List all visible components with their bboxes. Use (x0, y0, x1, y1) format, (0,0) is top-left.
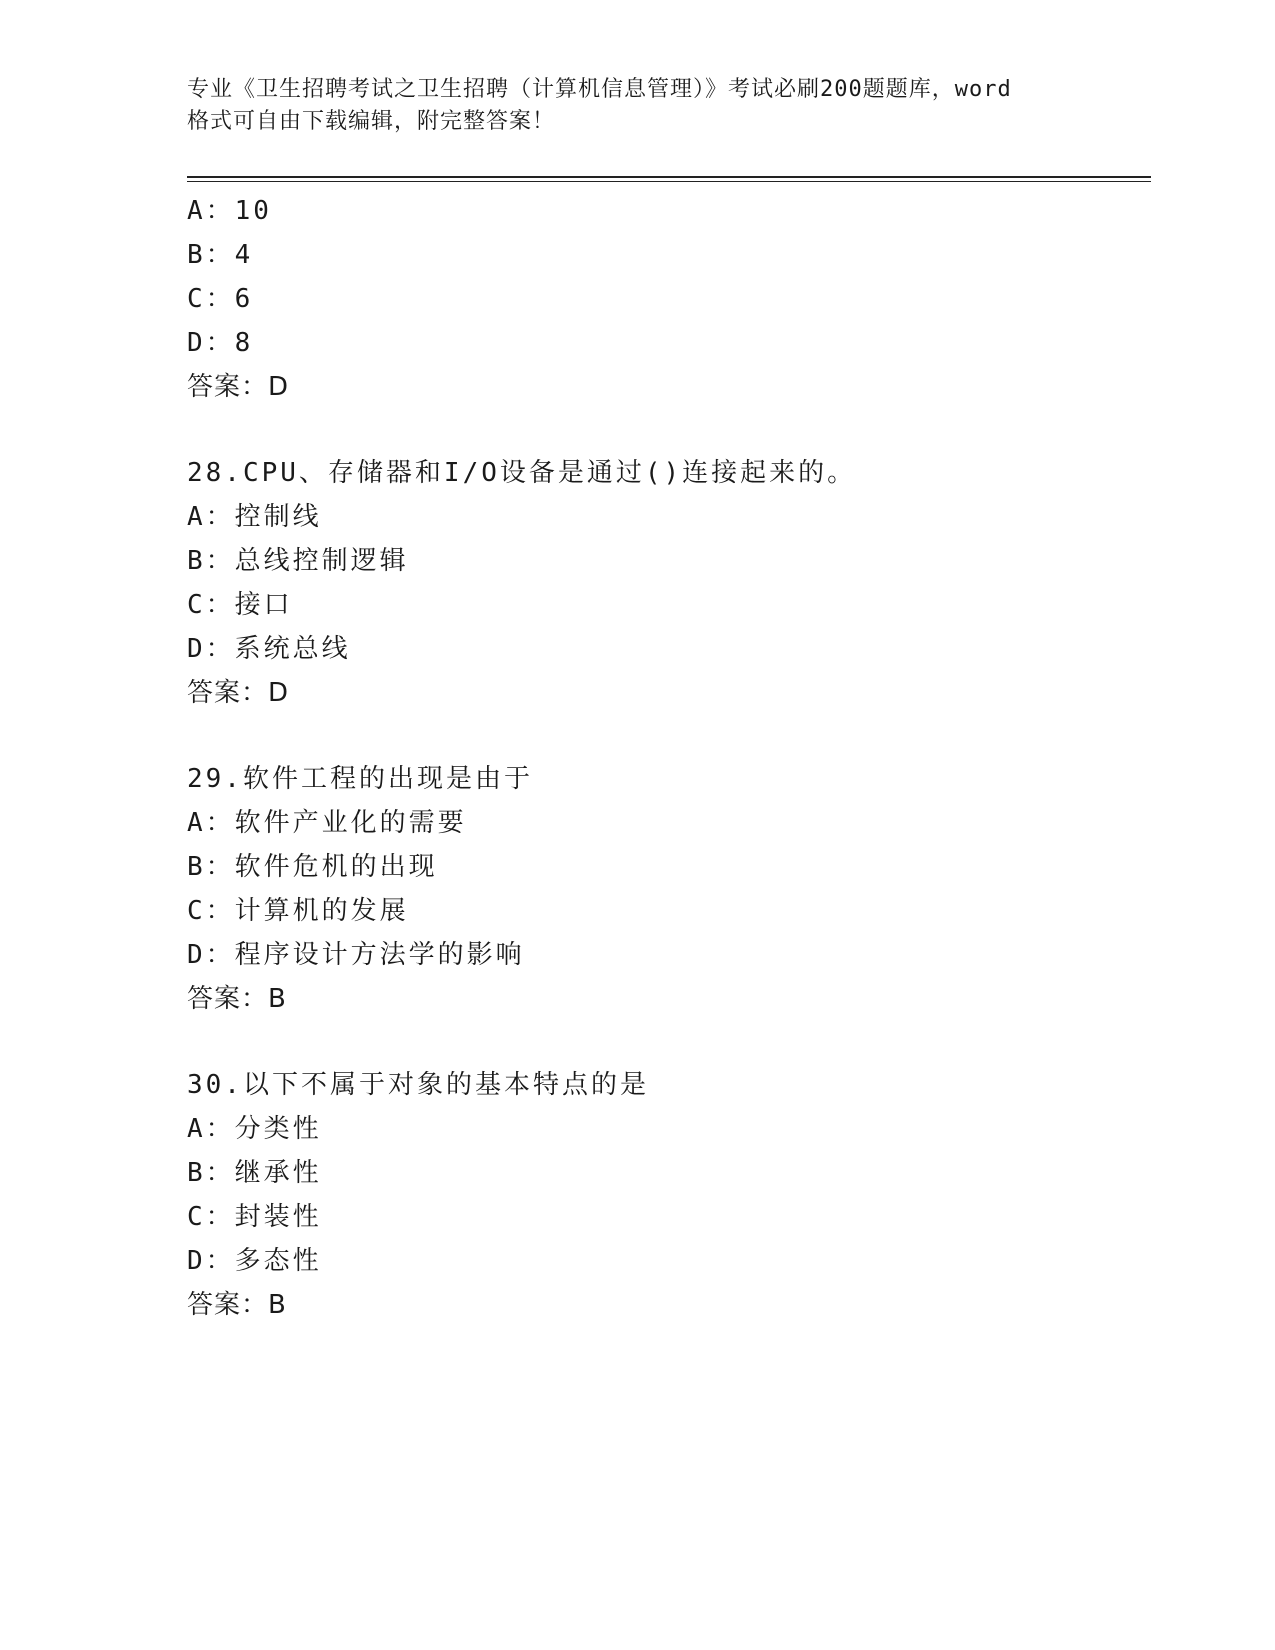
q27-option-a: A：10 (187, 196, 272, 226)
q29-question: 29.软件工程的出现是由于 (187, 764, 533, 794)
q29-option-b: B：软件危机的出现 (187, 852, 438, 882)
q30-option-a: A：分类性 (187, 1114, 322, 1144)
q28-answer: 答案：D (187, 678, 290, 708)
q29-option-c: C：计算机的发展 (187, 896, 409, 926)
header-divider (187, 176, 1151, 178)
q29-answer: 答案：B (187, 984, 287, 1014)
q27-option-c: C：6 (187, 284, 254, 314)
q30-option-d: D：多态性 (187, 1246, 322, 1276)
q29-option-a: A：软件产业化的需要 (187, 808, 467, 838)
q28-option-a: A：控制线 (187, 502, 322, 532)
q27-option-d: D：8 (187, 328, 254, 358)
header-divider-thin (187, 181, 1151, 182)
q28-question: 28.CPU、存储器和I/O设备是通过()连接起来的。 (187, 458, 857, 488)
q30-option-b: B：继承性 (187, 1158, 322, 1188)
q30-answer: 答案：B (187, 1290, 287, 1320)
q28-option-b: B：总线控制逻辑 (187, 546, 409, 576)
q30-question: 30.以下不属于对象的基本特点的是 (187, 1070, 649, 1100)
q27-option-b: B：4 (187, 240, 254, 270)
q28-option-c: C：接口 (187, 590, 293, 620)
header-line-1: 专业《卫生招聘考试之卫生招聘（计算机信息管理）》考试必刷200题题库，word (187, 77, 1012, 102)
header-line-2: 格式可自由下载编辑，附完整答案！ (187, 109, 556, 134)
q29-option-d: D：程序设计方法学的影响 (187, 940, 525, 970)
q28-option-d: D：系统总线 (187, 634, 351, 664)
document-header (187, 74, 1087, 138)
q30-option-c: C：封装性 (187, 1202, 322, 1232)
q27-answer: 答案：D (187, 372, 290, 402)
